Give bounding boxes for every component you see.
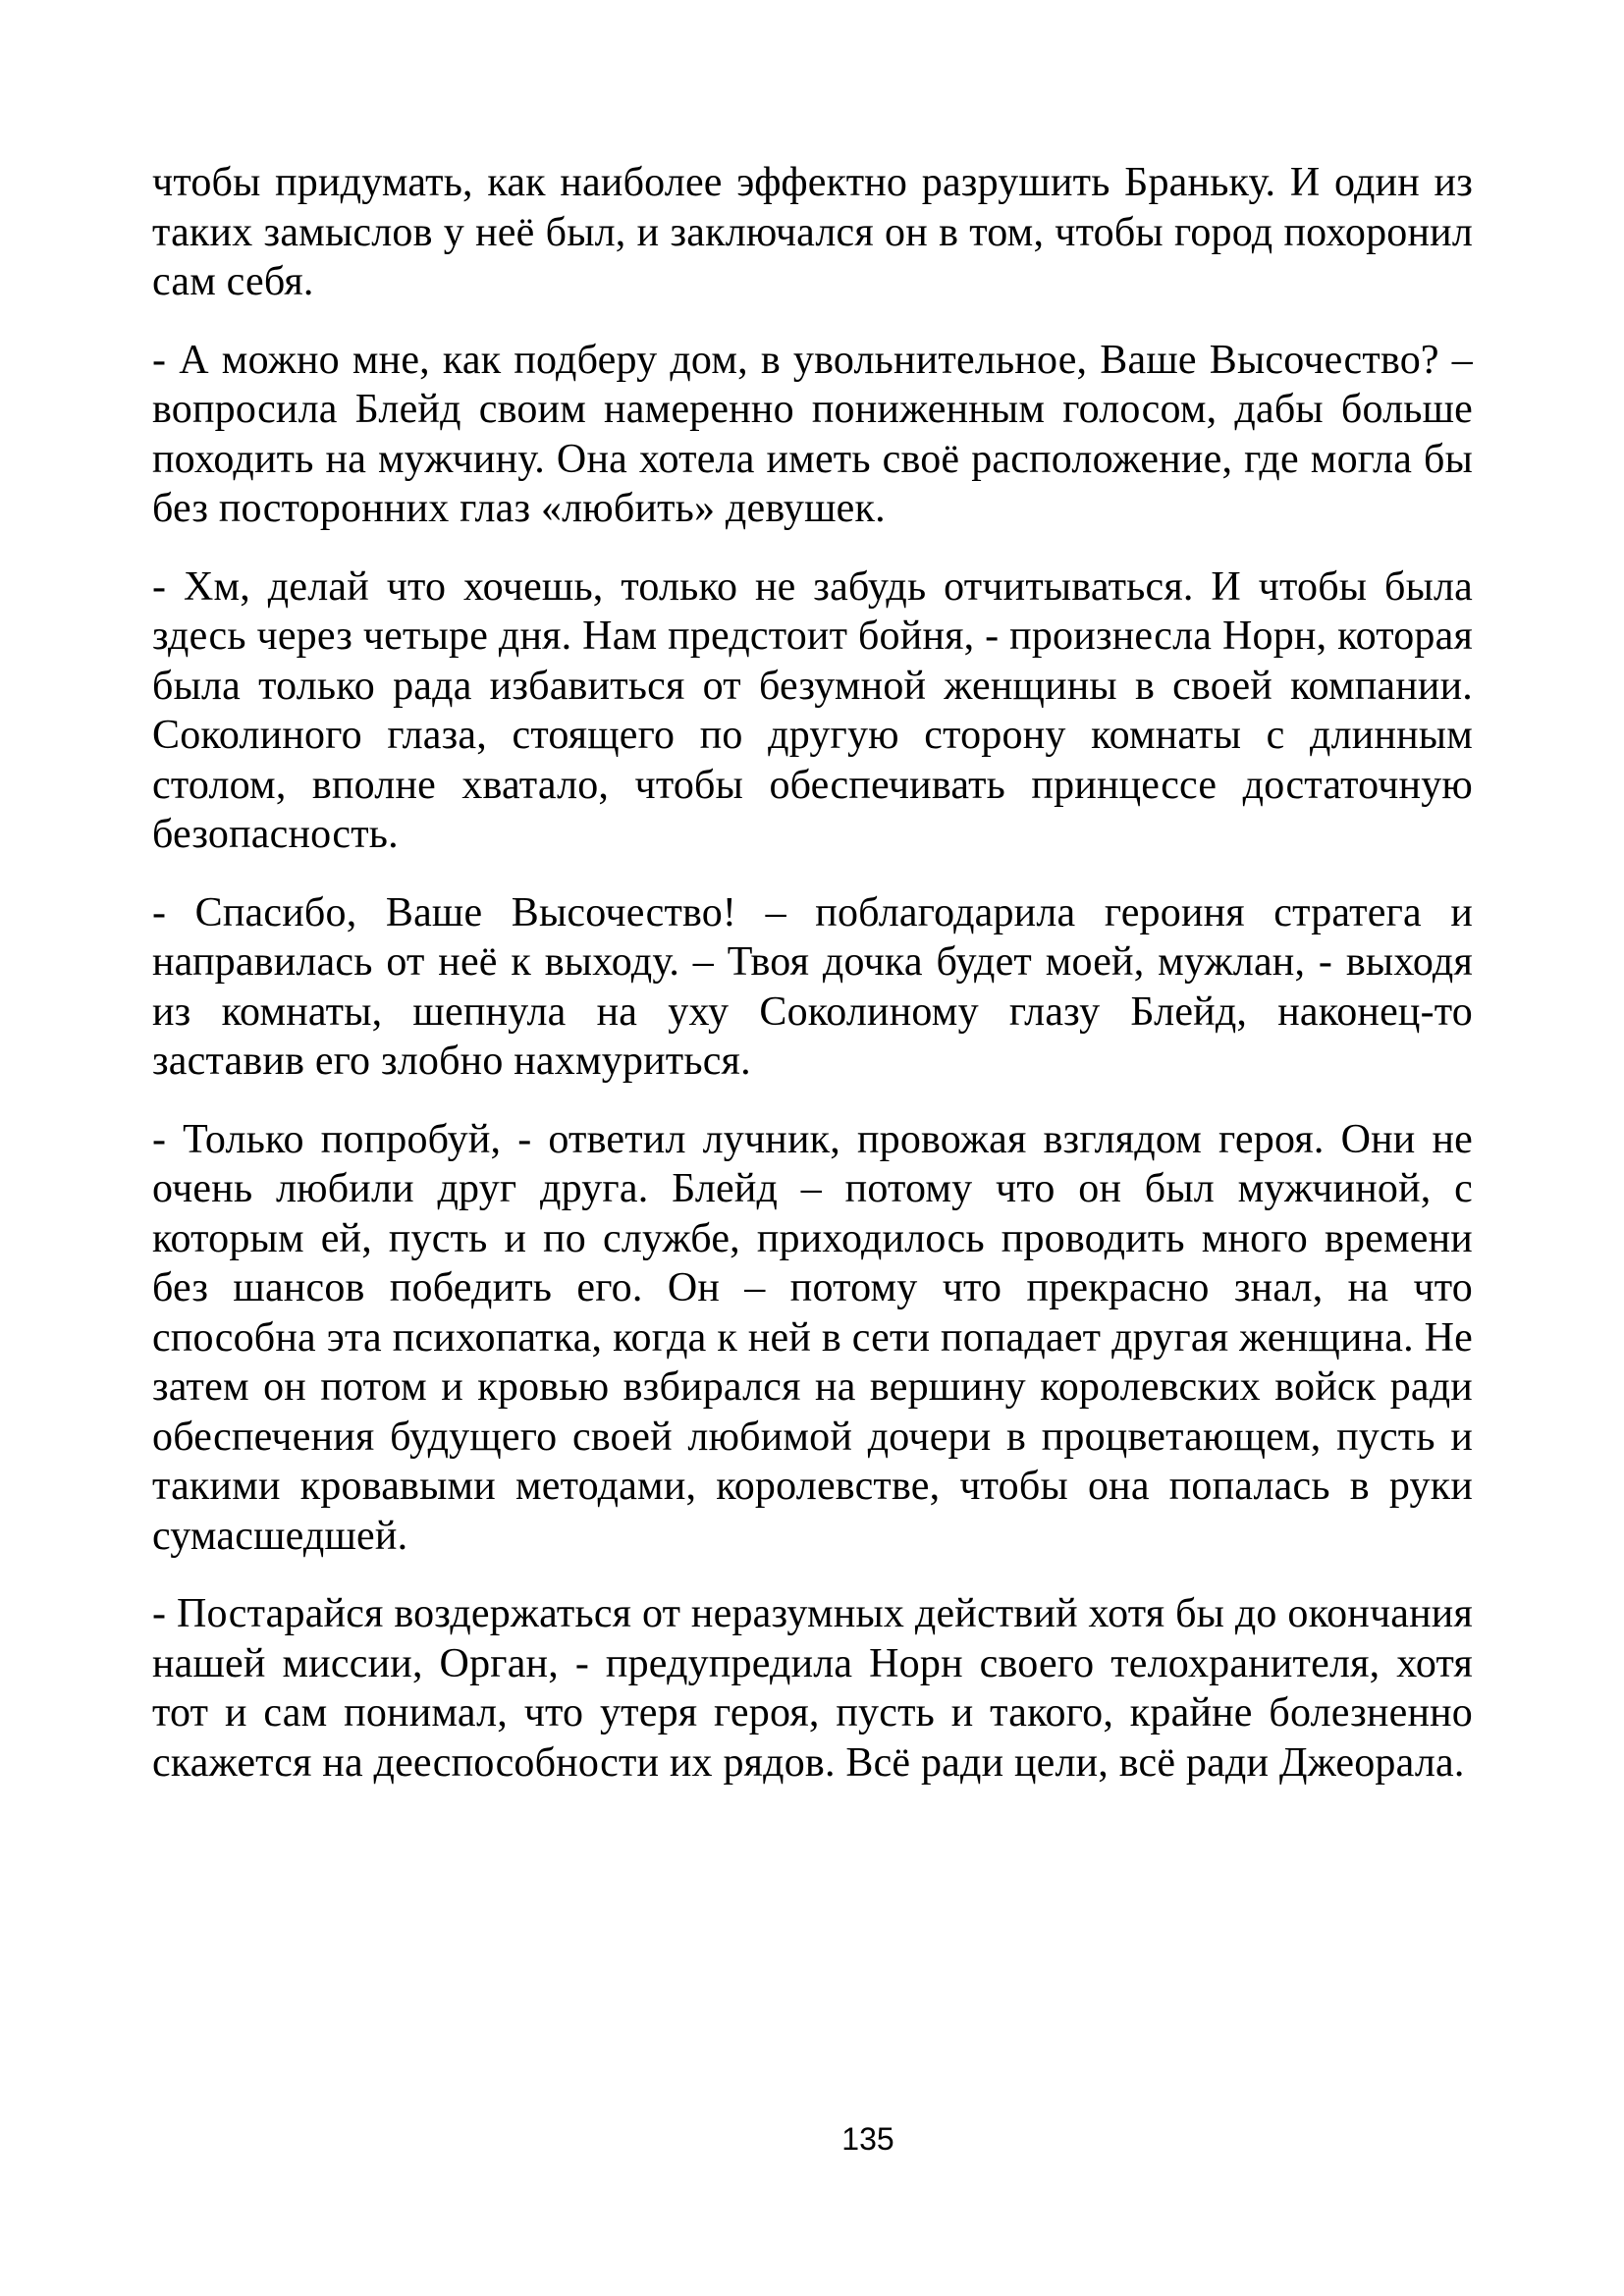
- paragraph: - Хм, делай что хочешь, только не забудь отчитываться. И чтобы была здесь через четыре дня. Нам предстоит бойня, - произнесла Норн, которая была только рада избавиться от безумной женщины в своей компании. Соколиного глаза, стоящего по другую сторону комнаты с длинным столом, вполне хватало, чтобы обеспечивать принцессе достаточную безопасность.: [152, 563, 1473, 857]
- page-number: 135: [841, 2121, 894, 2157]
- paragraph: - Спасибо, Ваше Высочество! – поблагодарила героиня стратега и направилась от неё к выходу. – Твоя дочка будет моей, мужлан, - выходя из комнаты, шепнула на уху Соколиному глазу Блейд, наконец-то заставив его злобно нахмуриться.: [152, 889, 1473, 1084]
- paragraph: - А можно мне, как подберу дом, в увольнительное, Ваше Высочество? – вопросила Блейд своим намеренно пониженным голосом, дабы больше походить на мужчину. Она хотела иметь своё расположение, где могла бы без посторонних глаз «любить» девушек.: [152, 337, 1473, 531]
- paragraph: чтобы придумать, как наиболее эффектно разрушить Браньку. И один из таких замыслов у неё был, и заключался он в том, чтобы город похоронил сам себя.: [152, 160, 1473, 304]
- paragraph: - Постарайся воздержаться от неразумных действий хотя бы до окончания нашей миссии, Орган, - предупредила Норн своего телохранителя, хотя тот и сам понимал, что утеря героя, пусть и такого, крайне болезненно скажется на дееспособности их рядов. Всё ради цели, всё ради Джеорала.: [152, 1591, 1473, 1786]
- paragraph: - Только попробуй, - ответил лучник, провожая взглядом героя. Они не очень любили друг друга. Блейд – потому что он был мужчиной, с которым ей, пусть и по службе, приходилось проводить много времени без шансов победить его. Он – потому что прекрасно знал, на что способна эта психопатка, когда к ней в сети попадает другая женщина. Не затем он потом и кровью взбирался на вершину королевских войск ради обеспечения будущего своей любимой дочери в процветающем, пусть и такими кровавыми методами, королевстве, чтобы она попалась в руки сумасшедшей.: [152, 1116, 1473, 1559]
- page-footer: [0, 2123, 1624, 2155]
- text-block: [152, 158, 1473, 1816]
